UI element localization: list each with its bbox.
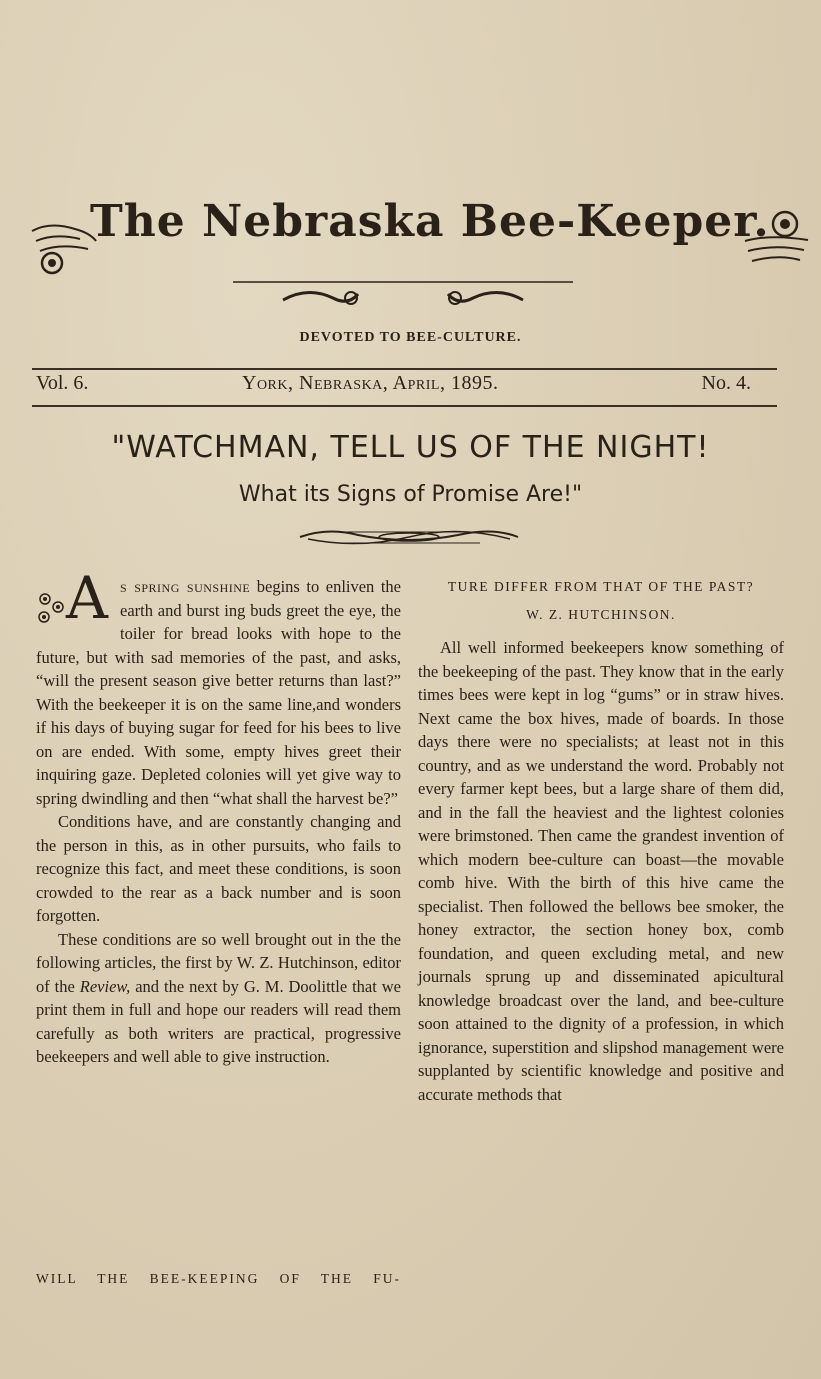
paragraph-1-text: begins to enliven the earth and burst ing buds greet the eye, the toiler for bread looks with hope to the future, but with sad memories of the past, and asks, “will the present season give better returns than last?” With the beekeeper it is on the same line,and wonders if his days of buying sugar for feed for his bees to live on are ended. With some, empty hives greet their inquiring gaze. Depleted colonies will yet give way to spring dwindling and then “what shall the harvest be?” xyxy=(36,577,401,808)
article-headline: "WATCHMAN, TELL US OF THE NIGHT! xyxy=(111,430,710,465)
section-heading-continued: TURE DIFFER FROM THAT OF THE PAST? xyxy=(447,579,755,594)
issue-line xyxy=(32,372,777,402)
lead-smallcaps: s spring sunshine xyxy=(120,577,251,596)
title-underline-ornament xyxy=(233,278,573,310)
paragraph-3-text-a: These conditions are so well brought out in the the following articles, the first by W. Z. Hutchinson, editor of the xyxy=(36,929,401,996)
issue-rule-top xyxy=(32,368,777,370)
tagline: DEVOTED TO BEE-CULTURE. xyxy=(299,330,522,345)
paragraph-3-text-b: and the next by G. M. Doolittle that we print them in full and hope our readers will read them carefully as both writers are practical, progressive beekeepers and well able to give instruction. xyxy=(36,976,402,1066)
dropcap-letter: A xyxy=(66,564,108,632)
volume-label: Vol. 6. xyxy=(36,372,89,394)
left-column xyxy=(36,564,402,1069)
headline-divider-ornament xyxy=(298,523,520,551)
issue-rule-bottom xyxy=(32,405,777,407)
paragraph-4: All well informed beekeepers know something of the beekeeping of the past. They know that in the early times bees were kept in log “gums” or in straw hives. Next came the box hives, made of boards. In those days there were no specialists; at least not in this country, and as we understand the word. Probably not every farmer kept bees, but a large share of them did, and in the fall the heaviest and the lightest colonies were brimstoned. Then came the grandest invention of which modern bee-culture can boast—the movable comb hive. With the birth of this hive came the specialist. Then followed the bellows bee smoker, the honey extractor, the section honey box, comb foundation, and queen excluding metal, and new journals sprung up and disseminated apicultural knowledge broadcast over the land, and bee-culture soon attained to the dignity of a profession, in which ignorance, superstition and slipshod management were supplanted by scientific knowledge and positive and accurate methods that xyxy=(418,638,784,1104)
masthead xyxy=(30,196,790,276)
paragraph-2: Conditions have, and are constantly changing and the person in this, as in other pursuits, who fails to recognize this fact, and meet these conditions, is soon crowded to the rear as a back number and is soon forgotten. xyxy=(36,812,401,925)
right-flourish-ornament xyxy=(740,206,810,276)
review-title: Review, xyxy=(79,976,131,996)
dropcap-ornament xyxy=(36,564,116,645)
place-date: York, Nebraska, April, 1895. xyxy=(242,372,499,394)
right-column xyxy=(418,575,784,1106)
dropcap-swirl-icon xyxy=(36,587,66,627)
byline: W. Z. HUTCHINSON. xyxy=(526,606,676,622)
section-heading-start: WILL THE BEE-KEEPING OF THE FU- xyxy=(36,1271,401,1286)
issue-number: No. 4. xyxy=(701,372,751,394)
article-subhead: What its Signs of Promise Are!" xyxy=(238,482,583,507)
paragraph-3 xyxy=(36,928,401,1069)
masthead-title: The Nebraska Bee-Keeper. xyxy=(90,196,770,247)
